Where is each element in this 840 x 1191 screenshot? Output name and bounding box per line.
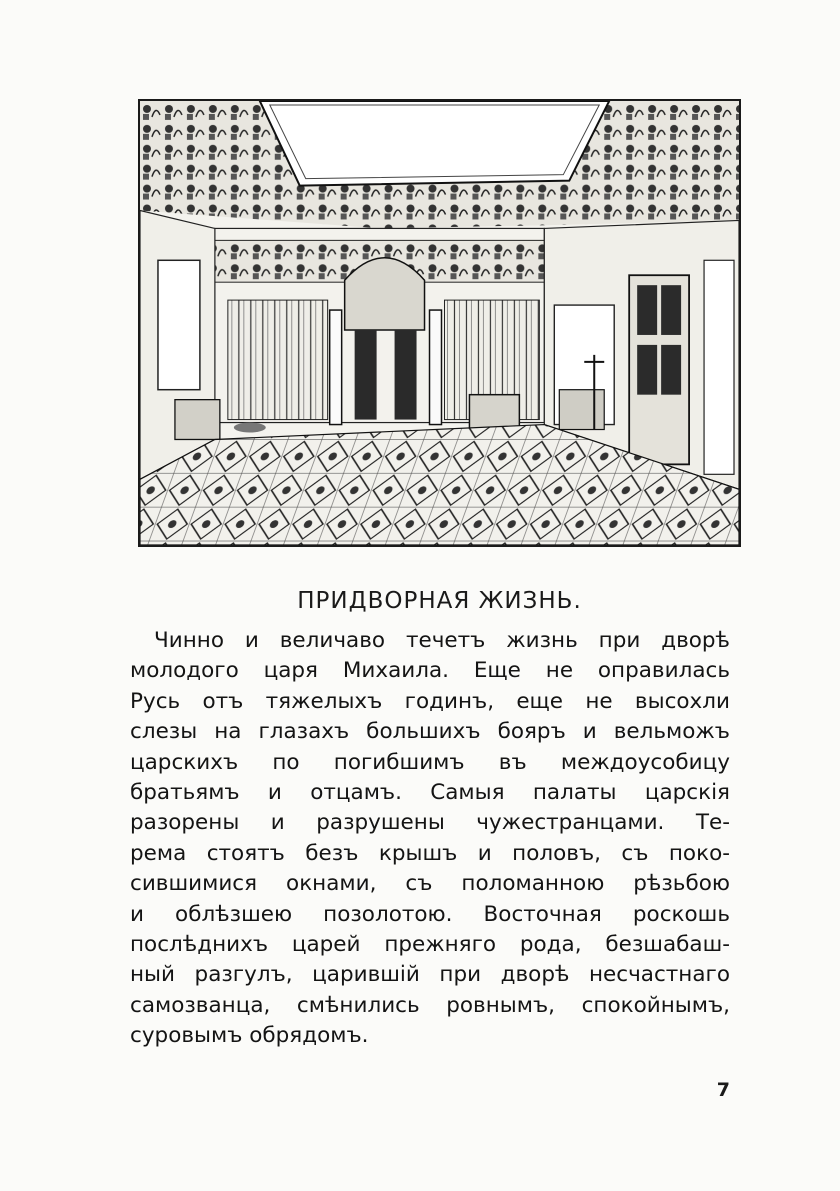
fireplace	[559, 390, 604, 430]
text-line: царскихъ по погибшимъ въ междоусобицу	[130, 749, 730, 775]
column-left	[330, 310, 342, 424]
text-line: рема стоятъ безъ крышъ и половъ, съ поко-	[130, 840, 730, 866]
body-paragraph	[130, 626, 730, 1052]
text-line: Чинно и величаво течетъ жизнь при дворѣ	[154, 628, 730, 653]
text-line: Русь отъ тяжелыхъ годинъ, еще не высохли	[130, 688, 730, 714]
text-line: ный разгулъ, царившій при дворѣ несчастнаго	[130, 962, 730, 988]
palace-hall-illustration	[138, 99, 741, 547]
central-arch	[345, 258, 425, 330]
text-line: самозванца, смѣнились ровнымъ, спокойнымъ,	[130, 992, 730, 1018]
text-line: слезы на глазахъ большихъ бояръ и вельможъ	[130, 719, 730, 745]
text-line: и облѣзшею позолотою. Восточная роскошь	[130, 901, 730, 927]
column-right	[430, 310, 442, 424]
curtain-left	[228, 300, 328, 419]
text-line: сившимися окнами, съ поломанною рѣзьбою	[130, 871, 730, 897]
text-line: братьямъ и отцамъ. Самыя палаты царскія	[130, 780, 730, 806]
palace-hall-drawing	[140, 101, 739, 545]
chapter-heading: ПРИДВОРНАЯ ЖИЗНЬ.	[297, 588, 582, 614]
sofa	[175, 400, 220, 440]
text-line: послѣднихъ царей прежняго рода, безшабаш-	[130, 932, 730, 958]
left-window	[158, 260, 200, 389]
text-line: разорены и разрушены чужестранцами. Те-	[130, 810, 730, 836]
ceiling-skylight	[260, 101, 609, 186]
page-number: 7	[716, 1079, 730, 1101]
text-line: суровымъ обрядомъ.	[130, 1023, 369, 1049]
text-line: молодого царя Михаила. Еще не оправилась	[130, 658, 730, 684]
